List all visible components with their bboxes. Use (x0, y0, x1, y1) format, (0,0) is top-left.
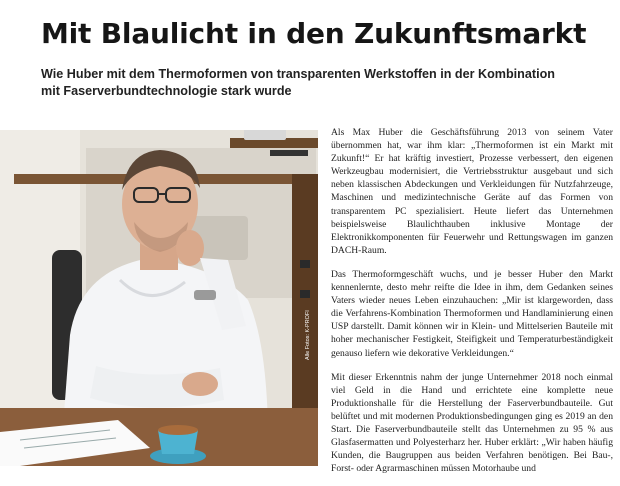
article-photo (0, 130, 318, 466)
paragraph: Das Thermoformgeschäft wuchs, und je besser Huber den Markt kennenlernte, desto mehr reifte die Idee in ihm, dem Gedanken seines Vaters wieder neues Leben einzuhauchen: „Mir ist klargeworden, dass die Verfahrens-Kombination Thermoformen und Handlaminierung einen USP darstellt. Damit können wir in Klein- und Mittelserien Bauteile mit hoher mechanischer Festigkeit, Steifigkeit und Temperaturbeständigkeit genauso liefern wie dekorative Verkleidungen.“ (331, 268, 613, 359)
portrait-illustration (0, 130, 318, 466)
article-headline: Mit Blaulicht in den Zukunftsmarkt (41, 17, 587, 50)
paragraph: Als Max Huber die Geschäftsführung 2013 von seinem Vater übernommen hat, war ihm klar: „Thermoformen ist ein Markt mit Zukunft!“ Er hat kräftig investiert, Prozesse verbessert, den eigenen Werkzeugbau modernisiert, die Vertriebsstruktur ausgebaut und sich neben klassischen Abdeckungen und Verkleidungen für Nutzfahrzeuge, Maschinen und medizintechnische Geräte auf das Formen von transparentem PC spezialisiert. Heute liefert das Unternehmen beispielsweise Blaulichthauben inklusive Montage der Elektronikkomponenten für Feuerwehr und Rettungswagen im ganzen DACH-Raum. (331, 127, 613, 256)
article-subtitle: Wie Huber mit dem Thermoformen von transparenten Werkstoffen in der Kombination mit Faserverbundtechnologie stark wurde (41, 67, 555, 98)
article-body (331, 126, 613, 486)
photo-credit: Alle Fotos: K-PROFI (305, 310, 311, 360)
paragraph: Mit dieser Erkenntnis nahm der junge Unternehmer 2018 noch einmal viel Geld in die Hand und errichtete eine komplette neue Produktionshalle für die Herstellung der Faserverbundbauteile. Gut belüftet und mit modernen Produktionsbedingungen ging es 2019 an den Start. Die Faserverbundbauteile stellt das Unternehmen zu 95 % aus Glasfasermatten und Polyesterharz her. Huber erklärt: „Wir haben häufig Kunden, die Baugruppen aus beiden Verfahren benötigen. Bei Bau-, Forst- oder Agrarmaschinen müssen Motorhaube und (331, 371, 613, 475)
